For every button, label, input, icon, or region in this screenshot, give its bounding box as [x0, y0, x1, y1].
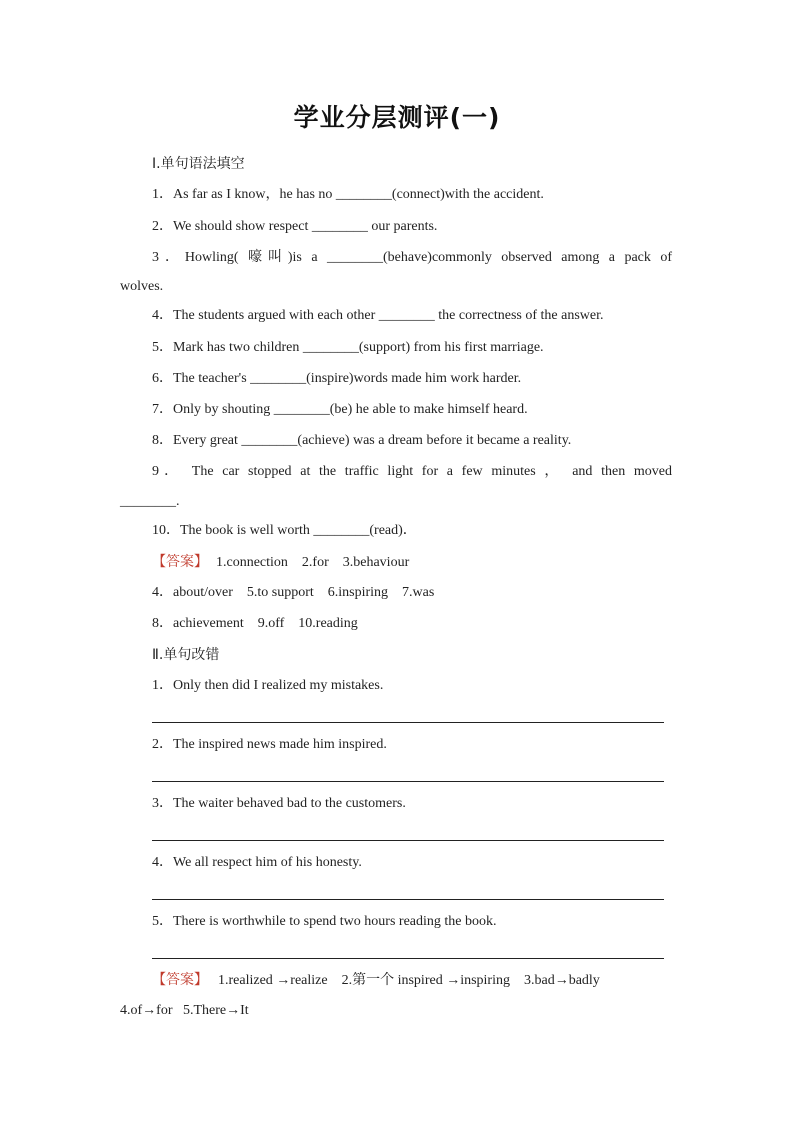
answer-text: 1.connection 2.for 3.behaviour: [216, 555, 410, 570]
answer-blank-line: [152, 781, 664, 782]
question-item: 4．We all respect him of his honesty.: [152, 855, 362, 870]
question-item: 9． The car stopped at the traffic light for a few minutes ， and then moved: [152, 464, 672, 479]
question-item-continuation: wolves.: [120, 279, 164, 294]
question-item: 4．The students argued with each other ________ the correctness of the answer.: [152, 308, 604, 323]
answer-blank-line: [152, 958, 664, 959]
question-item: 3．The waiter behaved bad to the customers.: [152, 796, 406, 811]
answer-blank-line: [152, 840, 664, 841]
question-item: 5．Mark has two children ________(support) from his first marriage.: [152, 340, 544, 355]
answer-line: [152, 971, 600, 990]
answer-blank-line: [152, 722, 664, 723]
question-item: 1．As far as I know，he has no ________(connect)with the accident.: [152, 187, 544, 202]
page-title: 学业分层测评(一): [293, 103, 501, 132]
section-heading-error-correction: Ⅱ.单句改错: [152, 647, 220, 663]
answer-text: 4.of→for 5.There→It: [120, 1003, 249, 1018]
question-item: 10．The book is well worth ________(read)．: [152, 523, 417, 538]
answer-text: 8．achievement 9.off 10.reading: [152, 616, 358, 631]
answer-blank-line: [152, 899, 664, 900]
answer-text: 1.realized →realize 2.第一个 inspired →inspiring 3.bad→badly: [218, 973, 600, 988]
answer-label: 【答案】: [152, 554, 208, 570]
answer-label: 【答案】: [152, 972, 208, 988]
question-item: 6．The teacher's ________(inspire)words made him work harder.: [152, 371, 522, 386]
answer-line: [152, 553, 409, 572]
answer-text: 4．about/over 5.to support 6.inspiring 7.was: [152, 585, 435, 600]
question-item: 2．We should show respect ________ our parents.: [152, 219, 438, 234]
section-heading-grammar-fill: Ⅰ.单句语法填空: [152, 156, 245, 172]
question-item: 5．There is worthwhile to spend two hours reading the book.: [152, 914, 497, 929]
question-item: 7．Only by shouting ________(be) he able to make himself heard.: [152, 402, 528, 417]
question-item: 8．Every great ________(achieve) was a dream before it became a reality.: [152, 433, 572, 448]
question-item: 1．Only then did I realized my mistakes.: [152, 678, 384, 693]
question-item: 3．Howling( 嚎叫)is a ________(behave)commonly observed among a pack of: [152, 250, 672, 265]
question-item-continuation: ________.: [120, 494, 180, 509]
question-item: 2．The inspired news made him inspired.: [152, 737, 387, 752]
